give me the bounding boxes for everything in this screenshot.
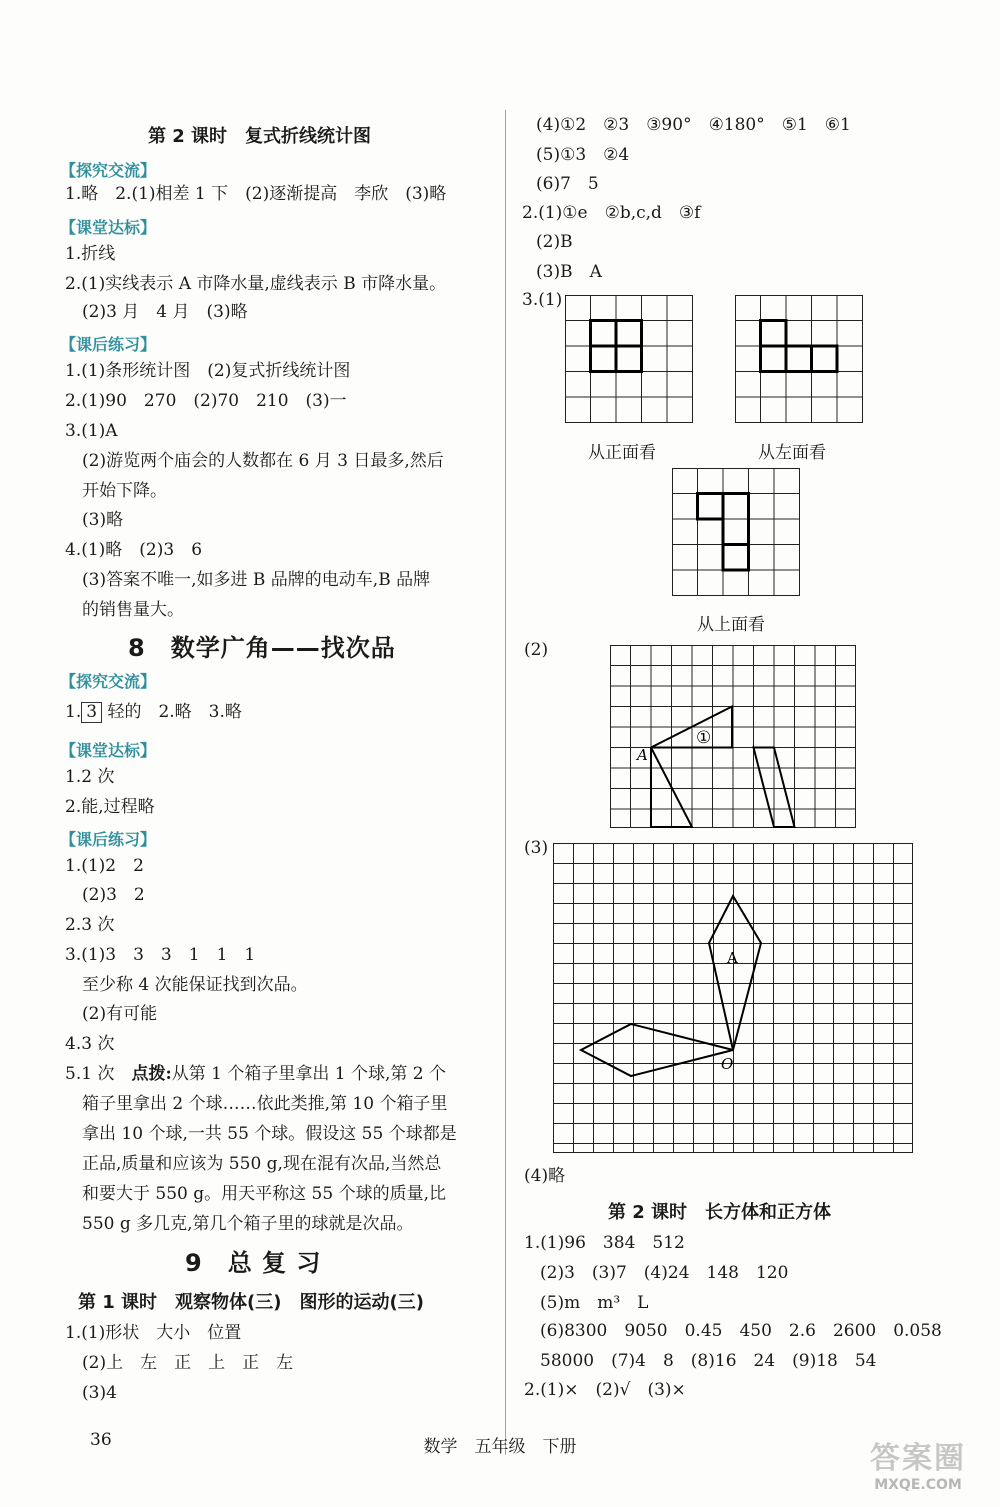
caption-front: 从正面看 bbox=[588, 443, 656, 463]
answer-line: 和要大于 550 g。用天平称这 55 个球的质量,比 bbox=[82, 1184, 446, 1204]
answer-line: 正品,质量和应该为 550 g,现在混有次品,当然总 bbox=[82, 1154, 442, 1174]
answer-line: (2)上 左 正 上 正 左 bbox=[82, 1353, 294, 1373]
answer-prefix: 5.1 次 bbox=[65, 1064, 132, 1084]
answer-line: (3)答案不唯一,如多进 B 品牌的电动车,B 品牌 bbox=[82, 570, 431, 590]
label-point-o: O bbox=[721, 1055, 734, 1073]
answer-line: (3)4 bbox=[82, 1383, 117, 1403]
answer-text: 从第 1 个箱子里拿出 1 个球,第 2 个 bbox=[171, 1064, 447, 1084]
unit8-title: 8 数学广角——找次品 bbox=[128, 634, 396, 662]
watermark-url: MXQE.COM bbox=[874, 1477, 962, 1493]
unit9-title: 9 总 复 习 bbox=[185, 1249, 322, 1277]
front-view-grid bbox=[565, 295, 695, 425]
answer-line: 2.(1)①e ②b,c,d ③f bbox=[522, 203, 701, 223]
answer-label: (3) bbox=[524, 838, 549, 858]
tag-class: 【课堂达标】 bbox=[60, 218, 157, 237]
answer-line: (4)①2 ②3 ③90° ④180° ⑤1 ⑥1 bbox=[536, 115, 851, 135]
column-divider bbox=[505, 110, 506, 1455]
answer-line: (2)3 (3)7 (4)24 148 120 bbox=[540, 1263, 789, 1283]
tip-label: 点拨: bbox=[131, 1064, 172, 1084]
answer-line: (2)3 月 4 月 (3)略 bbox=[82, 302, 248, 322]
answer-line bbox=[65, 1064, 446, 1084]
label-rotation-1: ① bbox=[696, 728, 712, 748]
answer-line: 1.(1)2 2 bbox=[65, 856, 144, 876]
answer-line: 的销售量大。 bbox=[82, 600, 184, 620]
answer-line: 550 g 多几克,第几个箱子里的球就是次品。 bbox=[82, 1214, 414, 1234]
answer-prefix: 1. bbox=[65, 702, 82, 722]
u9-lesson1-title: 第 1 课时 观察物体(三) 图形的运动(三) bbox=[78, 1292, 424, 1313]
rotation-grid bbox=[610, 645, 858, 830]
answer-suffix: 轻的 2.略 3.略 bbox=[102, 702, 242, 722]
answer-label: (2) bbox=[524, 640, 549, 660]
tag-explore: 【探究交流】 bbox=[60, 672, 157, 691]
top-view-grid bbox=[672, 468, 802, 598]
answer-line: 58000 (7)4 8 (8)16 24 (9)18 54 bbox=[540, 1351, 877, 1371]
tag-after: 【课后练习】 bbox=[60, 335, 157, 354]
tag-explore: 【探究交流】 bbox=[60, 161, 157, 180]
footer-title: 数学 五年级 下册 bbox=[423, 1437, 577, 1457]
answer-line: (6)8300 9050 0.45 450 2.6 2600 0.058 bbox=[540, 1321, 942, 1341]
answer-line: (2)有可能 bbox=[82, 1004, 158, 1024]
answer-line: 1.(1)形状 大小 位置 bbox=[65, 1323, 242, 1343]
answer-line bbox=[65, 702, 242, 723]
label-point-a: A bbox=[637, 746, 648, 764]
tag-class: 【课堂达标】 bbox=[60, 741, 157, 760]
answer-line: 1.折线 bbox=[65, 244, 116, 264]
answer-line: 2.(1)实线表示 A 市降水量,虚线表示 B 市降水量。 bbox=[65, 274, 447, 294]
answer-line: (4)略 bbox=[524, 1166, 566, 1186]
answer-line: 2.(1)× (2)√ (3)× bbox=[524, 1380, 686, 1400]
page-number: 36 bbox=[90, 1430, 112, 1450]
answer-line: (2)游览两个庙会的人数都在 6 月 3 日最多,然后 bbox=[82, 451, 444, 471]
label-point-a: A bbox=[727, 949, 738, 967]
answer-line: 1.(1)条形统计图 (2)复式折线统计图 bbox=[65, 361, 351, 381]
watermark-logo: 答案圈 bbox=[870, 1441, 966, 1476]
answer-line: 1.略 2.(1)相差 1 下 (2)逐渐提高 李欣 (3)略 bbox=[65, 184, 447, 204]
answer-line: 1.(1)96 384 512 bbox=[524, 1233, 685, 1253]
watermark bbox=[858, 1433, 978, 1495]
left-view-grid bbox=[735, 295, 865, 425]
answer-line: 2.能,过程略 bbox=[65, 797, 155, 817]
caption-left: 从左面看 bbox=[758, 443, 826, 463]
answer-line: (3)略 bbox=[82, 510, 124, 530]
answer-line: 3.(1)A bbox=[65, 421, 118, 441]
answer-line: (3)B A bbox=[536, 262, 602, 282]
answer-line: (6)7 5 bbox=[536, 174, 599, 194]
answer-line: 3.(1)3 3 3 1 1 1 bbox=[65, 945, 256, 965]
rotation-grid-large bbox=[553, 843, 915, 1155]
answer-line: (5)m m³ L bbox=[540, 1293, 649, 1313]
answer-line: 1.2 次 bbox=[65, 767, 115, 787]
answer-line: 2.3 次 bbox=[65, 915, 115, 935]
caption-top: 从上面看 bbox=[697, 615, 765, 635]
answer-line: (5)①3 ②4 bbox=[536, 145, 630, 165]
lesson2-title: 第 2 课时 复式折线统计图 bbox=[148, 126, 372, 147]
answer-line: 箱子里拿出 2 个球……依此类推,第 10 个箱子里 bbox=[82, 1094, 448, 1114]
answer-line: 4.3 次 bbox=[65, 1034, 115, 1054]
answer-line: 3.(1) bbox=[522, 290, 563, 310]
answer-line: 开始下降。 bbox=[82, 481, 167, 501]
answer-line: 2.(1)90 270 (2)70 210 (3)一 bbox=[65, 391, 347, 411]
answer-line: (2)3 2 bbox=[82, 885, 145, 905]
boxed-answer: 3 bbox=[81, 702, 102, 723]
lesson2-cuboid-title: 第 2 课时 长方体和正方体 bbox=[608, 1202, 832, 1223]
answer-line: (2)B bbox=[536, 232, 573, 252]
answer-line: 4.(1)略 (2)3 6 bbox=[65, 540, 203, 560]
answer-line: 至少称 4 次能保证找到次品。 bbox=[82, 975, 308, 995]
answer-line: 拿出 10 个球,一共 55 个球。假设这 55 个球都是 bbox=[82, 1124, 457, 1144]
tag-after: 【课后练习】 bbox=[60, 830, 157, 849]
